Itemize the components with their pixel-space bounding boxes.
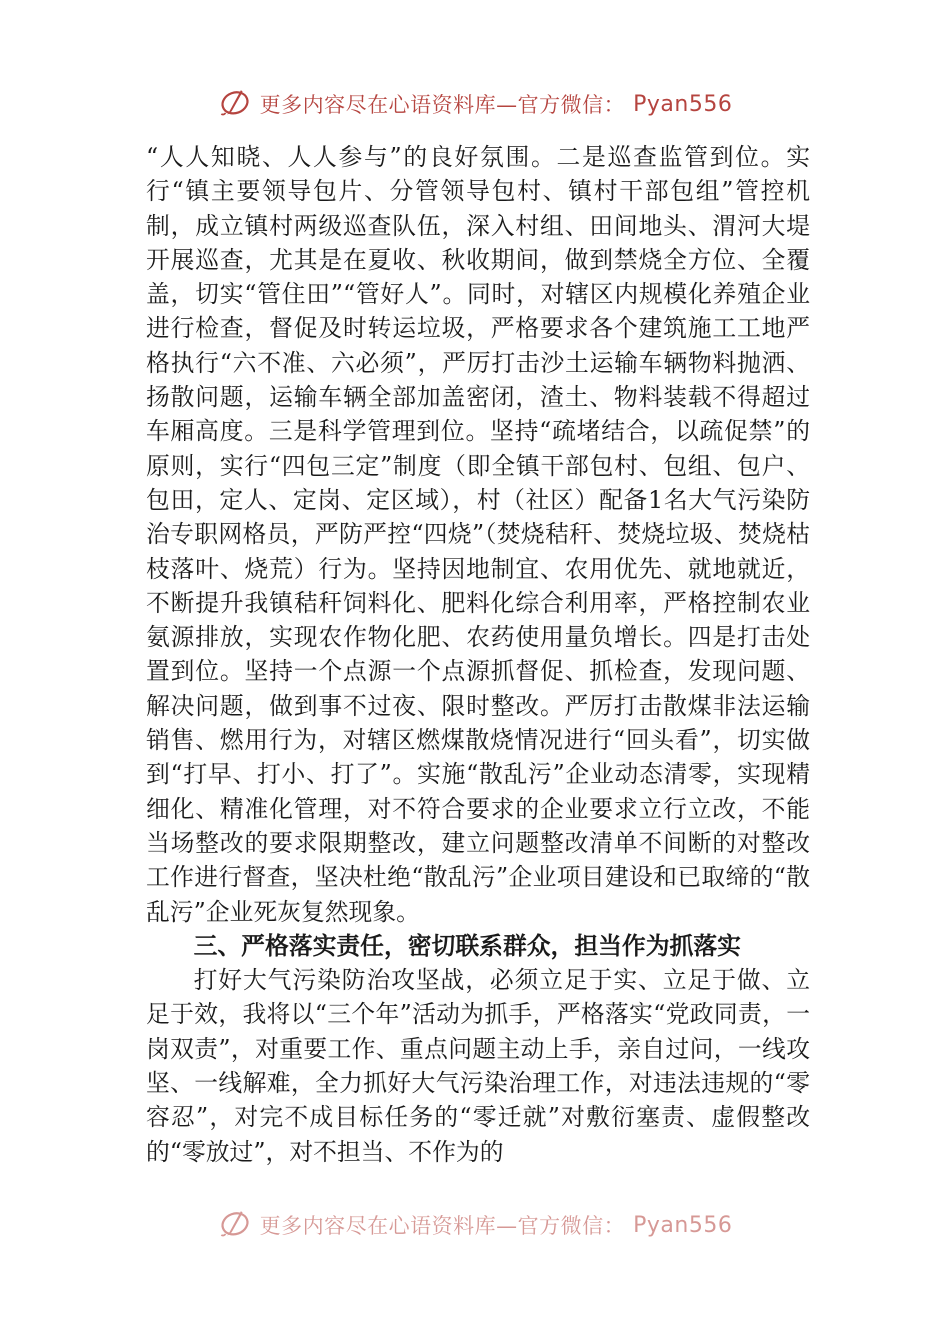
footer-watermark <box>0 1205 950 1245</box>
watermark-text: 更多内容尽在心语资料库—官方微信： <box>259 93 626 117</box>
watermark-text: 更多内容尽在心语资料库—官方微信： <box>259 1214 626 1238</box>
body-paragraph: 打好大气污染防治攻坚战，必须立足于实、立足于做、立足于效，我将以“三个年”活动为抓手，严格落实“党政同责，一岗双责”，对重要工作、重点问题主动上手，亲自过问，一线攻坚、一线解难，全力抓好大气污染治理工作，对违法违规的“零容忍”，对完不成目标任务的“零迁就”对敷衍塞责、虚假整改的“零放过”，对不担当、不作为的 <box>146 966 810 1166</box>
header-watermark <box>0 84 950 124</box>
watermark-account: Pyan556 <box>633 91 733 117</box>
watermark-account: Pyan556 <box>633 1212 733 1238</box>
body-paragraph-continued: “人人知晓、人人参与”的良好氛围。二是巡查监管到位。实行“镇主要领导包片、分管领导包村、镇村干部包组”管控机制，成立镇村两级巡查队伍，深入村组、田间地头、渭河大堤开展巡查，尤其是在夏收、秋收期间，做到禁烧全方位、全覆盖，切实“管住田”“管好人”。同时，对辖区内规模化养殖企业进行检查，督促及时转运垃圾，严格要求各个建筑施工工地严格执行“六不准、六必须”，严厉打击沙土运输车辆物料抛洒、扬散问题，运输车辆全部加盖密闭，渣土、物料装载不得超过车厢高度。三是科学管理到位。坚持“疏堵结合，以疏促禁”的原则，实行“四包三定”制度（即全镇干部包村、包组、包户、包田，定人、定岗、定区域），村（社区）配备1名大气污染防治专职网格员，严防严控“四烧”（焚烧秸秆、焚烧垃圾、焚烧枯枝落叶、烧荒）行为。坚持因地制宜、农用优先、就地就近，不断提升我镇秸秆饲料化、肥料化综合利用率，严格控制农业氨源排放，实现农作物化肥、农药使用量负增长。四是打击处置到位。坚持一个点源一个点源抓督促、抓检查，发现问题、解决问题，做到事不过夜、限时整改。严厉打击散煤非法运输销售、燃用行为，对辖区燃煤散烧情况进行“回头看”，切实做到“打早、打小、打了”。实施“散乱污”企业动态清零，实现精细化、精准化管理，对不符合要求的企业要求立行立改，不能当场整改的要求限期整改，建立问题整改清单不间断的对整改工作进行督查，坚决杜绝“散乱污”企业项目建设和已取缔的“散乱污”企业死灰复然现象。 <box>146 143 810 926</box>
pen-logo-icon <box>218 85 252 124</box>
section-heading-3: 三、严格落实责任，密切联系群众，担当作为抓落实 <box>193 931 741 960</box>
document-body <box>146 140 810 1169</box>
pen-logo-icon <box>218 1206 252 1245</box>
